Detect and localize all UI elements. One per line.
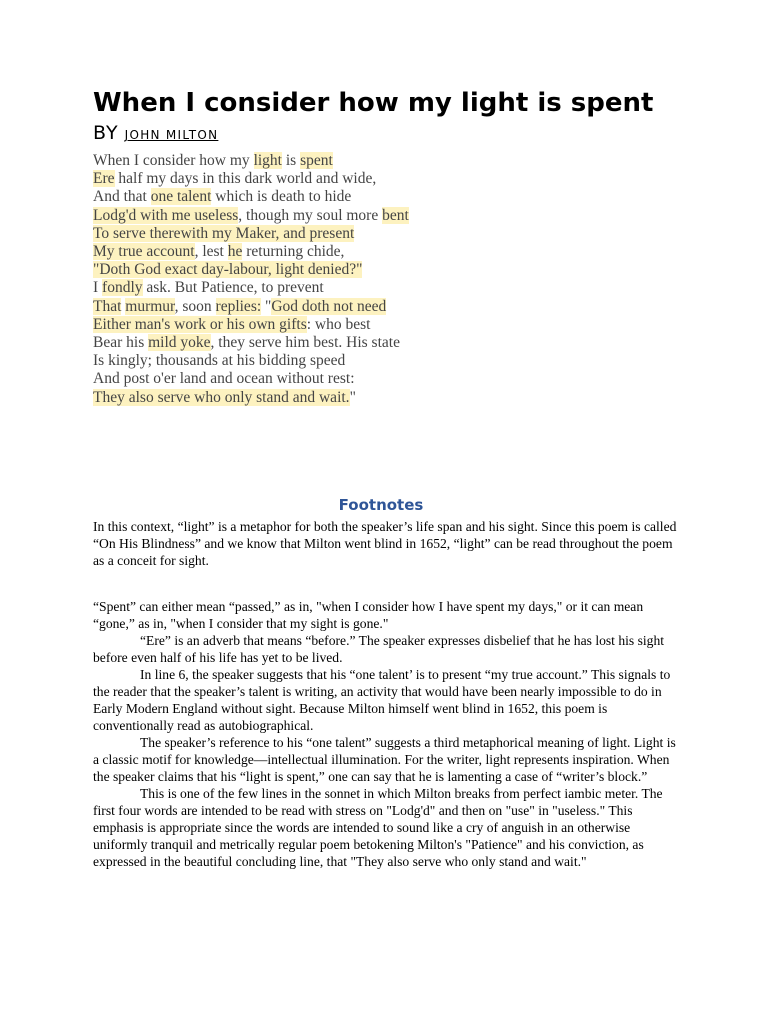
poem-line xyxy=(93,170,683,188)
poem-text: I xyxy=(93,279,103,297)
footnote-meter: This is one of the few lines in the sonnet in which Milton breaks from perfect iambic meter. The first four words are intended to be read with stress on "Lodg'd" and then on "use" in "useless." This emphasis is appropriate since the words are intended to sound like a cry of anguish in an otherwise uniformly tranquil and metrically regular poem betokening Milton's "Patience" and his conviction, as expressed in the beautiful concluding line, that "They also serve who only stand and wait." xyxy=(93,786,663,869)
footnote-light: In this context, “light” is a metaphor for both the speaker’s life span and his sight. Since this poem is called “On His Blindness” and we know that Milton went blind in 1652, “light” can be read throughout the poem as a conceit for sight. xyxy=(93,519,677,568)
poem-text: " xyxy=(261,297,272,315)
poem-line xyxy=(93,279,683,297)
byline xyxy=(93,122,683,144)
footnote-one-talent: The speaker’s reference to his “one talent” suggests a third metaphorical meaning of light. Light is a classic motif for knowledge—intellectual illumination. For the writer, light represents inspiration. When the speaker claims that his “light is spent,” one can say that he is lamenting a case of “writer’s block.” xyxy=(93,735,676,784)
highlighted-phrase[interactable]: mild yoke xyxy=(148,334,211,352)
highlighted-phrase[interactable]: They also serve who only stand and wait. xyxy=(93,388,350,406)
highlighted-phrase[interactable]: he xyxy=(227,243,243,261)
poem-text: : who best xyxy=(306,315,371,333)
highlighted-phrase[interactable]: fondly xyxy=(102,279,143,297)
highlighted-phrase[interactable]: Lodg'd with me useless xyxy=(93,206,239,224)
highlighted-phrase[interactable]: Either man's work or his own gifts xyxy=(93,315,307,333)
poem-text: , lest xyxy=(194,243,228,261)
highlighted-phrase[interactable]: Ere xyxy=(93,170,115,188)
highlighted-phrase[interactable]: replies: xyxy=(215,297,262,315)
poem-text: Bear his xyxy=(93,334,149,352)
poem-text: returning chide, xyxy=(242,243,345,261)
highlighted-phrase[interactable]: bent xyxy=(382,206,409,224)
poem-text: which is death to hide xyxy=(211,188,352,206)
poem-line xyxy=(93,261,683,279)
poem-body xyxy=(93,152,683,407)
poem-line xyxy=(93,225,683,243)
poem-text: ask. But Patience, to prevent xyxy=(142,279,324,297)
footnote-ere: “Ere” is an adverb that means “before.” The speaker expresses disbelief that he has lost his sight before even half of his life has yet to be lived. xyxy=(93,633,665,665)
poem-text: , soon xyxy=(174,297,216,315)
poem-line xyxy=(93,298,683,316)
highlighted-phrase[interactable]: My true account xyxy=(93,243,195,261)
poem-text: And that xyxy=(93,188,151,206)
poem-text: , though my soul more xyxy=(238,206,383,224)
highlighted-phrase[interactable]: light xyxy=(253,152,282,169)
footnotes-heading: Footnotes xyxy=(338,496,424,514)
highlighted-phrase[interactable]: "Doth God exact day-labour, light denied?" xyxy=(93,261,363,279)
poem-text: " xyxy=(349,388,356,406)
poem-text: is xyxy=(281,152,301,169)
author-link[interactable]: JOHN MILTON xyxy=(124,128,219,142)
document-page xyxy=(93,88,683,869)
byline-prefix: BY xyxy=(93,122,119,144)
poem-line xyxy=(93,370,683,388)
highlighted-phrase[interactable]: one talent xyxy=(150,188,212,206)
footnote-true-account: In line 6, the speaker suggests that his “one talent’ is to present “my true account.” This signals to the reader that the speaker’s talent is writing, an activity that would have been nearly impossible to do in Early Modern England without sight. Because Milton himself went blind in 1652, this poem is conventionally read as autobiographical. xyxy=(93,667,671,733)
poem-title: When I consider how my light is spent xyxy=(93,88,654,118)
poem-text: Is kingly; thousands at his bidding speed xyxy=(93,352,346,370)
poem-line xyxy=(93,152,683,170)
highlighted-phrase[interactable]: murmur xyxy=(125,297,175,315)
poem-line xyxy=(93,389,683,407)
poem-line xyxy=(93,334,683,352)
poem-line xyxy=(93,243,683,261)
poem-line xyxy=(93,207,683,225)
highlighted-phrase[interactable]: spent xyxy=(300,152,333,169)
highlighted-phrase[interactable]: That xyxy=(93,297,122,315)
footnotes-body xyxy=(93,518,677,870)
poem-line xyxy=(93,352,683,370)
poem-text: And post o'er land and ocean without rest: xyxy=(93,370,355,388)
poem-text: half my days in this dark world and wide, xyxy=(114,170,377,188)
highlighted-phrase[interactable]: To serve therewith my Maker, and present xyxy=(93,224,355,242)
poem-text: When I consider how my xyxy=(93,152,254,169)
poem-line xyxy=(93,188,683,206)
poem-text: , they serve him best. His state xyxy=(210,334,400,352)
footnote-spent: “Spent” can either mean “passed,” as in, "when I consider how I have spent my days," or it can mean “gone,” as in, "when I consider that my sight is gone." xyxy=(93,599,644,631)
highlighted-phrase[interactable]: God doth not need xyxy=(271,297,387,315)
poem-line xyxy=(93,316,683,334)
